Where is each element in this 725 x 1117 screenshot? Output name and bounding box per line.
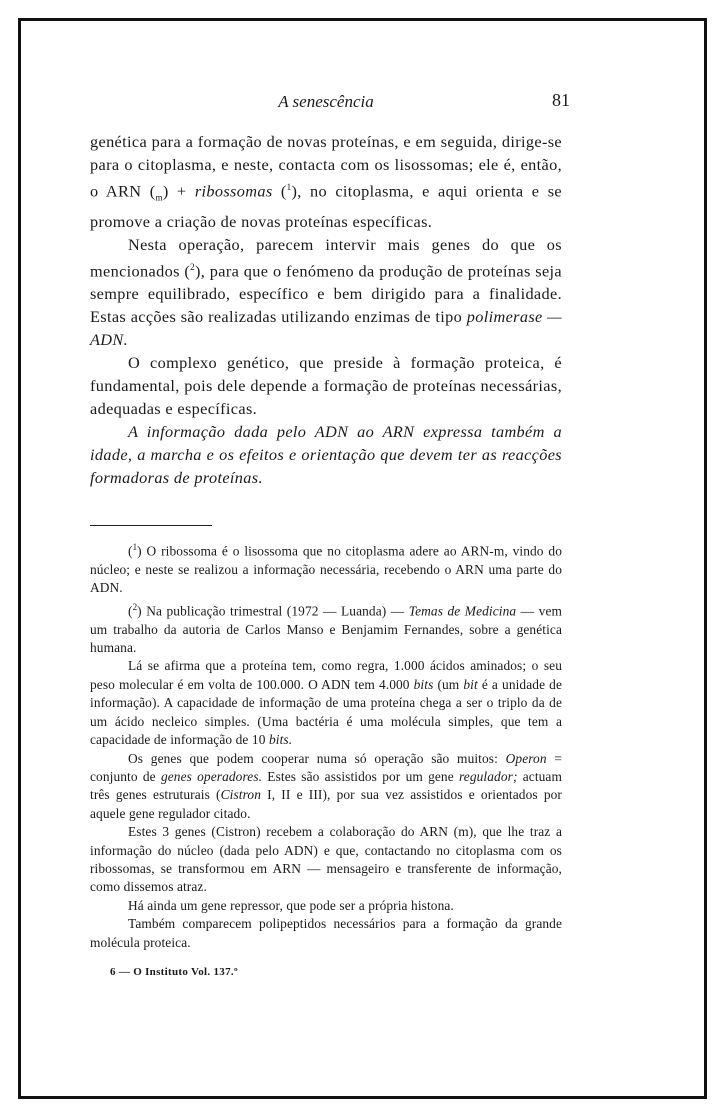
printer-signature: 6 — O Instituto Vol. 137.º [110,965,238,978]
running-title: A senescência [278,92,374,111]
footnote-2: ($^2$) Na publicação trimestral (1972 — Luanda) — Temas de Medicina — vem um trabalho da autoria de Carlos Manso e Benjamim Fernandes, sobre a genética humana. [90,601,563,656]
paragraph-2: Nesta operação, parecem intervir mais genes do que os mencionados ($^2$), para que o fenómeno da produção de proteínas seja sempre equilibrado, específico e bem dirigido para a finalidade. Estas acções são realizadas utilizando enzimas de tipo polimerase — ADN. [90,234,562,350]
footnote-paragraph-4: Os genes que podem cooperar numa só operação são muitos: Operon = conjunto de genes operadores. Estes são assistidos por um gene regulador; actuam três genes estruturais (Cistron I, II e III), por sua vez assistidos e orientados por aquele gene regulador citado. [90,750,562,821]
running-head [90,88,570,118]
paragraph-3: O complexo genético, que preside à formação proteica, é fundamental, pois dele depende a formação de proteínas necessárias, adequadas e específicas. [90,353,562,419]
footnote-paragraph-7: Também comparecem polipeptidos necessários para a formação da grande molécula proteica. [90,916,562,950]
paragraph-1: genética para a formação de novas proteínas, e em seguida, dirige-se para o citoplasma, e neste, contacta com os lisossomas; ele é, então, o ARN $(_m)$ + ribossomas ($^1$), no citoplasma, e aqui orienta e se promove a criação de novas proteínas específicas. [90,132,562,231]
page-number: 81 [552,90,570,110]
footnotes [90,538,562,952]
footnote-paragraph-3: Lá se afirma que a proteína tem, como regra, 1.000 ácidos aminados; o seu peso molecular é em volta de 100.000. O ADN tem 4.000 bits (um bit é a unidade de informação). A capacidade de informação de uma proteína chega a ser o triplo da de um ácido necleico simples. (Uma bactéria é uma molécula simples, que tem a capacidade de informação de 10 bits. [90,658,562,748]
page-content [90,88,570,978]
main-text [90,130,562,489]
footnote-1: ($^1$) O ribossoma é o lisossoma que no citoplasma adere ao ARN-m, vindo do núcleo; e neste se realizou a informação necessária, recebendo o ARN uma parte do ADN. [90,542,562,596]
paragraph-4: A informação dada pelo ADN ao ARN expressa também a idade, a marcha e os efeitos e orientação que devem ter as reacções formadoras de proteínas. [90,422,562,488]
footnote-divider [90,525,212,526]
footnote-paragraph-6: Há ainda um gene repressor, que pode ser a própria histona. [128,897,454,913]
footnote-paragraph-5: Estes 3 genes (Cistron) recebem a colaboração do ARN (m), que lhe traz a informação do núcleo (dada pelo ADN) e que, contactando no citoplasma com os ribossomas, se transformou em ARN — mensageiro e transferente de informação, como dissemos atraz. [90,824,562,895]
